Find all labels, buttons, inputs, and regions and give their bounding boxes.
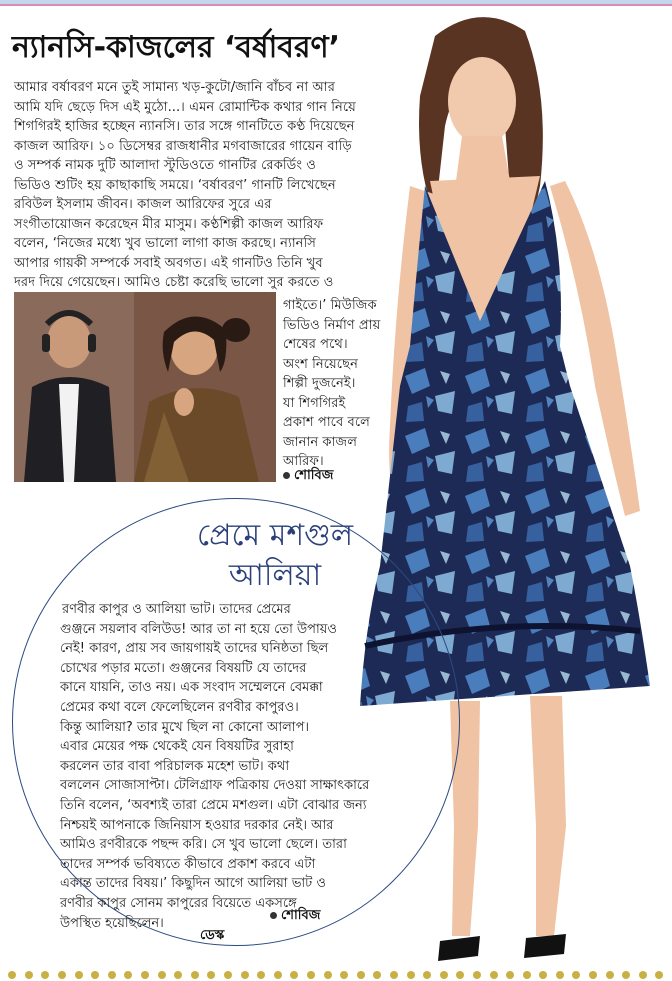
article1-line: রবিউল ইসলাম জীবন। কাজল আরিফের সুরে এর	[14, 197, 272, 212]
article1-line: ভিডিও শুটিং হয় কাছাকাছি সময়ে। ‘বর্ষাবরণ’ গানটি লিখেছেন	[14, 177, 336, 193]
singers-photo	[14, 292, 276, 482]
article2-line: রণবীর কাপুর সোনম কাপুরের বিয়েতে একসঙ্গে	[60, 895, 297, 911]
article2-desk: ডেস্ক	[200, 928, 225, 943]
article1-byline	[283, 466, 333, 487]
article1-line: সংগীতায়োজন করেছেন মীর মাসুম। কণ্ঠশিল্পী কাজল আরিফ	[14, 216, 324, 232]
article1-line: যা শিগগিরই	[283, 395, 346, 411]
article1-line: গাইতে।’ মিউজিক	[283, 298, 377, 313]
article2-line: আমিও রণবীরকে পছন্দ করি। সে খুব ভালো ছেলে। তারা	[60, 837, 347, 853]
article2-line: চোখের পড়ার মতো। গুঞ্জনের বিষয়টি যে তাদের	[60, 660, 307, 676]
article2-line: তিনি বলেন, ‘অবশ্যই তারা প্রেমে মশগুল। এটা বোঝার জন্য	[60, 797, 367, 813]
article2-headline-line2: আলিয়া	[228, 558, 322, 593]
article2-line: প্রেমের কথা বলে ফেলেছিলেন রণবীর কাপুরও।	[60, 699, 299, 715]
article2-line: উপস্থিত হয়েছিলেন।	[60, 915, 164, 931]
article2-line: কিন্তু আলিয়া? তার মুখে ছিল না কোনো আলাপ।	[60, 719, 310, 735]
article1-line: আমার বর্ষাবরণ মনে তুই সামান্য খড়-কুটো/জানি বাঁচব না আর	[14, 80, 335, 95]
article1-line: কাজল আরিফ। ১০ ডিসেম্বর রাজধানীর মগবাজারের গায়েন বাড়ি	[14, 138, 352, 154]
article2-line: গুঞ্জনে সয়লাব বলিউড! আর তা না হয়ে তো উপায়ও	[60, 621, 337, 637]
article2-line: এবার মেয়ের পক্ষ থেকেই যেন বিষয়টির সুরাহা	[60, 739, 294, 755]
article1-line: শিগগিরই হাজির হচ্ছেন ন্যানসি। তার সঙ্গে গানটিতে কণ্ঠ দিয়েছেন	[14, 119, 355, 134]
article1-line: প্রকাশ পাবে বলে	[283, 415, 370, 430]
article1-body-continued	[283, 296, 403, 472]
article1-line: অংশ নিয়েছেন	[283, 356, 358, 372]
article2-line: রণবীর কাপুর ও আলিয়া ভাট। তাদের প্রেমের	[62, 602, 291, 617]
article2-body	[60, 600, 440, 933]
article1-line: শেষের পথে।	[283, 337, 348, 352]
article1-line: আরিফ।	[283, 454, 324, 469]
bottom-dot-border	[0, 968, 672, 981]
article1-line: দরদ দিয়ে গেয়েছেন। আমিও চেষ্টা করেছি ভালো সুর করতে ও	[14, 275, 334, 290]
article2-headline	[150, 516, 400, 596]
article2-headline-line1: প্রেমে মশগুল	[196, 518, 354, 553]
article2-line: কানে যায়নি, তাও নয়। এক সংবাদ সম্মেলনে বেমক্কা	[60, 680, 323, 696]
article1-body	[14, 78, 452, 293]
article2-byline	[270, 906, 320, 927]
byline-text: শোবিজ	[294, 468, 334, 483]
article2-line: করলেন তার বাবা পরিচালক মহেশ ভাট। কথা	[60, 758, 290, 774]
article2-line: নিশ্চয়ই আপনাকে জিনিয়াস হওয়ার দরকার নেই। আর	[60, 817, 334, 833]
bullet-icon	[283, 472, 290, 479]
article1-line: বলেন, ‘নিজের মধ্যে খুব ভালো লাগা কাজ করছে। ন্যানসি	[14, 236, 317, 251]
article1-line: শিল্পী দুজনেই।	[283, 376, 356, 391]
article2-line: তাদের সম্পর্ক ভবিষ্যতে কীভাবে প্রকাশ করবে এটা	[60, 856, 316, 872]
article1-line: ভিডিও নির্মাণ প্রায়	[283, 317, 381, 333]
bullet-icon	[270, 912, 277, 919]
article1-line: ও সম্পর্ক নামক দুটি আলাদা স্টুডিওতে গানটির রেকর্ডিং ও	[14, 158, 316, 173]
article1-headline: ন্যানসি-কাজলের ‘বর্ষাবরণ’	[12, 30, 341, 65]
article1-line: জানান কাজল	[283, 434, 358, 450]
article2-line: নেই! কারণ, প্রায় সব জায়গায়ই তাদের ঘনিষ্ঠতা ছিল	[60, 641, 329, 657]
article2-line: একান্ত তাদের বিষয়।’ কিছুদিন আগে আলিয়া ভাট ও	[60, 876, 326, 892]
article2-line: বললেন সোজাসাপ্টা। টেলিগ্রাফ পত্রিকায় দেওয়া সাক্ষাৎকারে	[60, 778, 370, 794]
article1-line: আমি যদি ছেড়ে দিস এই মুঠো...। এমন রোমান্টিক কথার গান নিয়ে	[14, 99, 356, 115]
article1-line: আপার গায়কী সম্পর্কে সবাই অবগত। এই গানটিও তিনি খুব	[14, 255, 323, 271]
byline-text: শোবিজ	[281, 908, 321, 923]
